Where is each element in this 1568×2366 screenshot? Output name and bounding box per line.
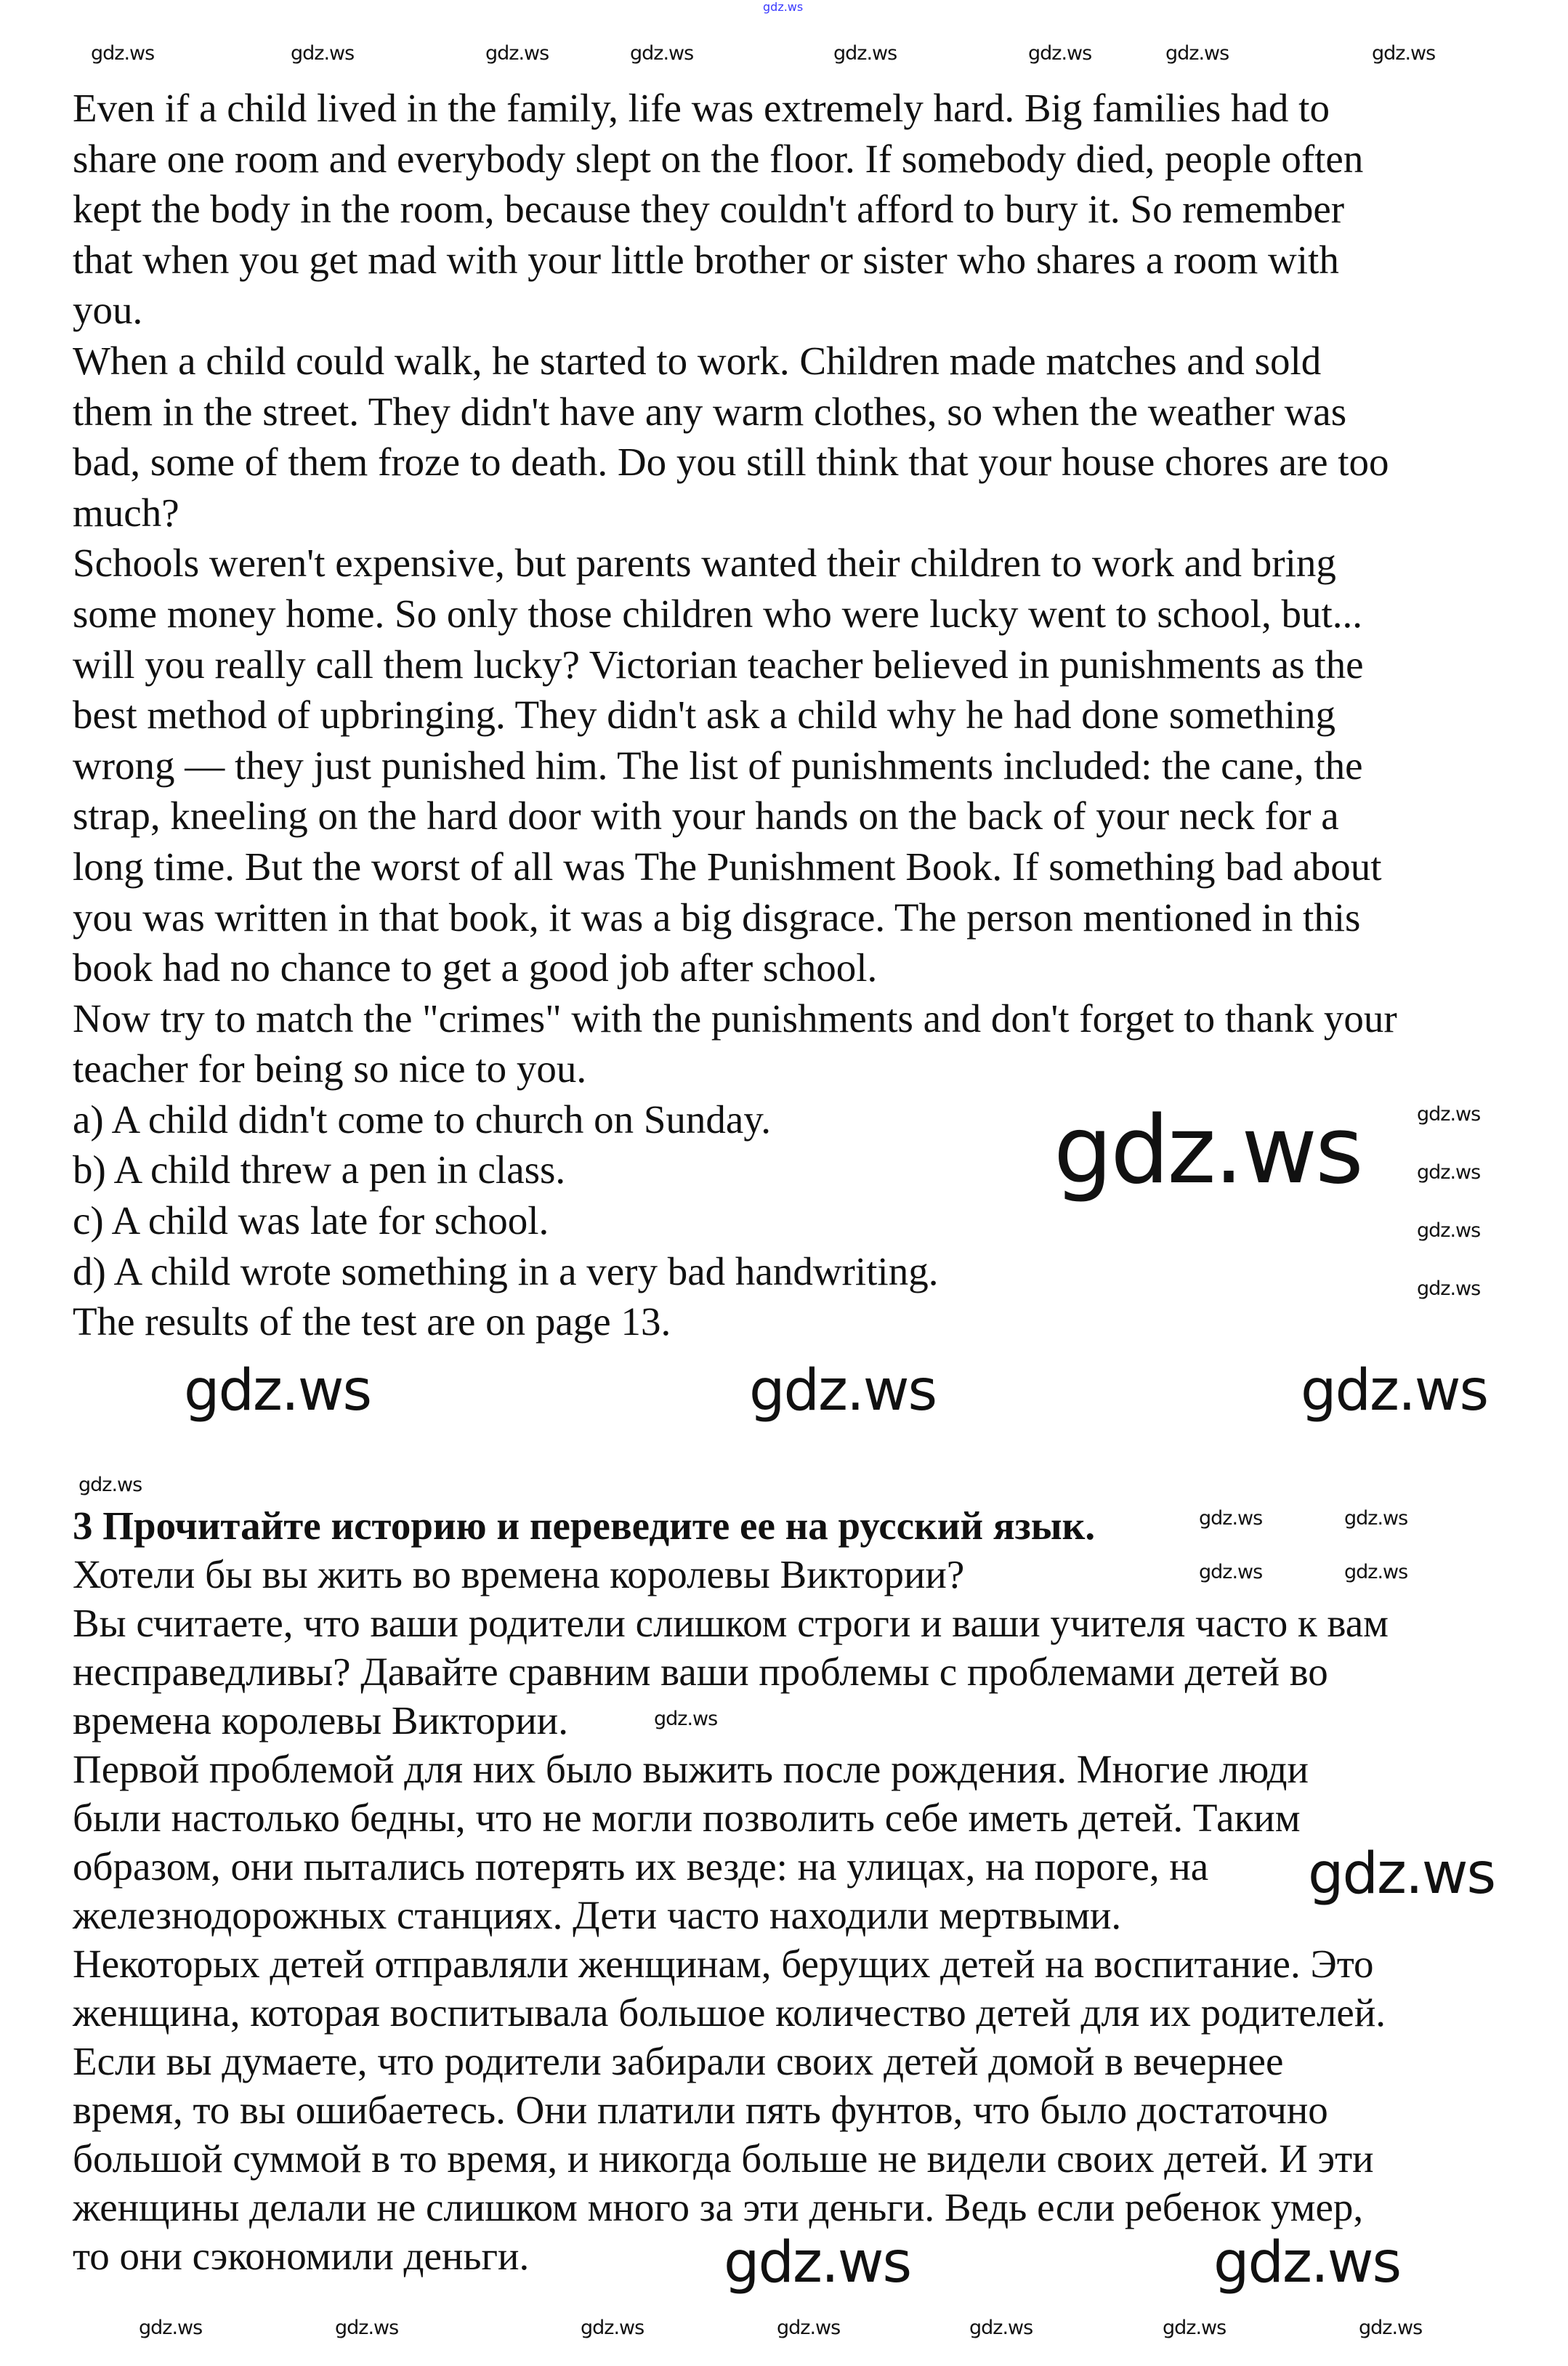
- watermark: gdz.ws: [1417, 1161, 1481, 1184]
- text-line: wrong — they just punished him. The list of punishments included: the cane, the: [73, 743, 1363, 788]
- text-line: Некоторых детей отправляли женщинам, берущих детей на воспитание. Это: [73, 1942, 1374, 1986]
- text-line: Schools weren't expensive, but parents wanted their children to work and bring: [73, 541, 1336, 586]
- text-line: will you really call them lucky? Victorian teacher believed in punishments as the: [73, 642, 1364, 687]
- text-line: были настолько бедны, что не могли позволить себе иметь детей. Таким: [73, 1796, 1301, 1840]
- watermark: gdz.ws: [1417, 1219, 1481, 1242]
- watermark: gdz.ws: [1308, 1841, 1495, 1907]
- watermark: gdz.ws: [763, 0, 804, 14]
- text-line: c) A child was late for school.: [73, 1198, 549, 1243]
- watermark: gdz.ws: [833, 42, 897, 65]
- text-line: strap, kneeling on the hard door with your hands on the back of your neck for a: [73, 794, 1339, 839]
- watermark: gdz.ws: [291, 42, 355, 65]
- text-line: best method of upbringing. They didn't ask a child why he had done something: [73, 693, 1336, 738]
- text-line: some money home. So only those children who were lucky went to school, but...: [73, 591, 1362, 636]
- text-line: you was written in that book, it was a big disgrace. The person mentioned in this: [73, 895, 1361, 940]
- text-line: much?: [73, 490, 179, 535]
- watermark: gdz.ws: [1199, 1507, 1263, 1530]
- watermark: gdz.ws: [630, 42, 694, 65]
- text-line: Если вы думаете, что родители забирали своих детей домой в вечернее: [73, 2039, 1284, 2083]
- text-line: When a child could walk, he started to work. Children made matches and sold: [73, 338, 1322, 383]
- watermark: gdz.ws: [1417, 1103, 1481, 1126]
- text-line: Now try to match the "crimes" with the punishments and don't forget to thank your: [73, 996, 1397, 1041]
- watermark: gdz.ws: [777, 2317, 841, 2339]
- text-line: Хотели бы вы жить во времена королевы Виктории?: [73, 1552, 965, 1596]
- text-line: a) A child didn't come to church on Sunday.: [73, 1097, 772, 1142]
- watermark: gdz.ws: [335, 2317, 399, 2339]
- watermark: gdz.ws: [485, 42, 549, 65]
- text-line: book had no chance to get a good job after school.: [73, 945, 878, 990]
- watermark: gdz.ws: [1213, 2230, 1401, 2296]
- text-line: them in the street. They didn't have any warm clothes, so when the weather was: [73, 389, 1347, 434]
- watermark: gdz.ws: [1165, 42, 1229, 65]
- watermark: gdz.ws: [1163, 2317, 1226, 2339]
- watermark: gdz.ws: [749, 1358, 937, 1424]
- watermark: gdz.ws: [91, 42, 155, 65]
- text-line: Первой проблемой для них было выжить после рождения. Многие люди: [73, 1747, 1309, 1791]
- text-line: you.: [73, 288, 143, 333]
- watermark: gdz.ws: [1359, 2317, 1423, 2339]
- text-line: The results of the test are on page 13.: [73, 1299, 671, 1344]
- text-line: железнодорожных станциях. Дети часто находили мертвыми.: [73, 1893, 1122, 1937]
- text-line: Вы считаете, что ваши родители слишком строги и ваши учителя часто к вам: [73, 1601, 1389, 1645]
- watermark: gdz.ws: [1028, 42, 1092, 65]
- exercise-heading: 3 Прочитайте историю и переведите ее на русский язык.: [73, 1503, 1096, 1548]
- text-line: несправедливы? Давайте сравним ваши проблемы с проблемами детей во: [73, 1650, 1328, 1694]
- watermark: gdz.ws: [1344, 1561, 1408, 1583]
- text-line: Even if a child lived in the family, life was extremely hard. Big families had to: [73, 86, 1330, 130]
- text-line: образом, они пытались потерять их везде: на улицах, на пороге, на: [73, 1844, 1209, 1889]
- text-line: время, то вы ошибаетесь. Они платили пять фунтов, что было достаточно: [73, 2088, 1328, 2132]
- watermark: gdz.ws: [581, 2317, 644, 2339]
- text-line: share one room and everybody slept on the floor. If somebody died, people often: [73, 136, 1364, 181]
- watermark: gdz.ws: [78, 1474, 142, 1496]
- text-line: teacher for being so nice to you.: [73, 1046, 587, 1091]
- watermark: gdz.ws: [1199, 1561, 1263, 1583]
- text-line: b) A child threw a pen in class.: [73, 1147, 566, 1192]
- watermark: gdz.ws: [654, 1708, 718, 1730]
- watermark: gdz.ws: [184, 1358, 371, 1424]
- text-line: женщина, которая воспитывала большое количество детей для их родителей.: [73, 1990, 1386, 2035]
- text-line: kept the body in the room, because they couldn't afford to bury it. So remember: [73, 187, 1345, 232]
- watermark: gdz.ws: [1054, 1097, 1362, 1205]
- text-line: женщины делали не слишком много за эти деньги. Ведь если ребенок умер,: [73, 2185, 1364, 2229]
- watermark: gdz.ws: [1372, 42, 1436, 65]
- text-line: bad, some of them froze to death. Do you still think that your house chores are too: [73, 440, 1389, 485]
- text-line: времена королевы Виктории.: [73, 1698, 568, 1743]
- watermark: gdz.ws: [724, 2230, 911, 2296]
- text-line: that when you get mad with your little brother or sister who shares a room with: [73, 237, 1339, 282]
- text-line: d) A child wrote something in a very bad handwriting.: [73, 1248, 939, 1293]
- watermark: gdz.ws: [1344, 1507, 1408, 1530]
- watermark: gdz.ws: [139, 2317, 203, 2339]
- watermark: gdz.ws: [969, 2317, 1033, 2339]
- watermark: gdz.ws: [1417, 1277, 1481, 1300]
- text-line: большой суммой в то время, и никогда больше не видели своих детей. И эти: [73, 2136, 1374, 2181]
- watermark: gdz.ws: [1301, 1358, 1488, 1424]
- text-line: то они сэкономили деньги.: [73, 2234, 530, 2278]
- text-line: long time. But the worst of all was The Punishment Book. If something bad about: [73, 844, 1382, 889]
